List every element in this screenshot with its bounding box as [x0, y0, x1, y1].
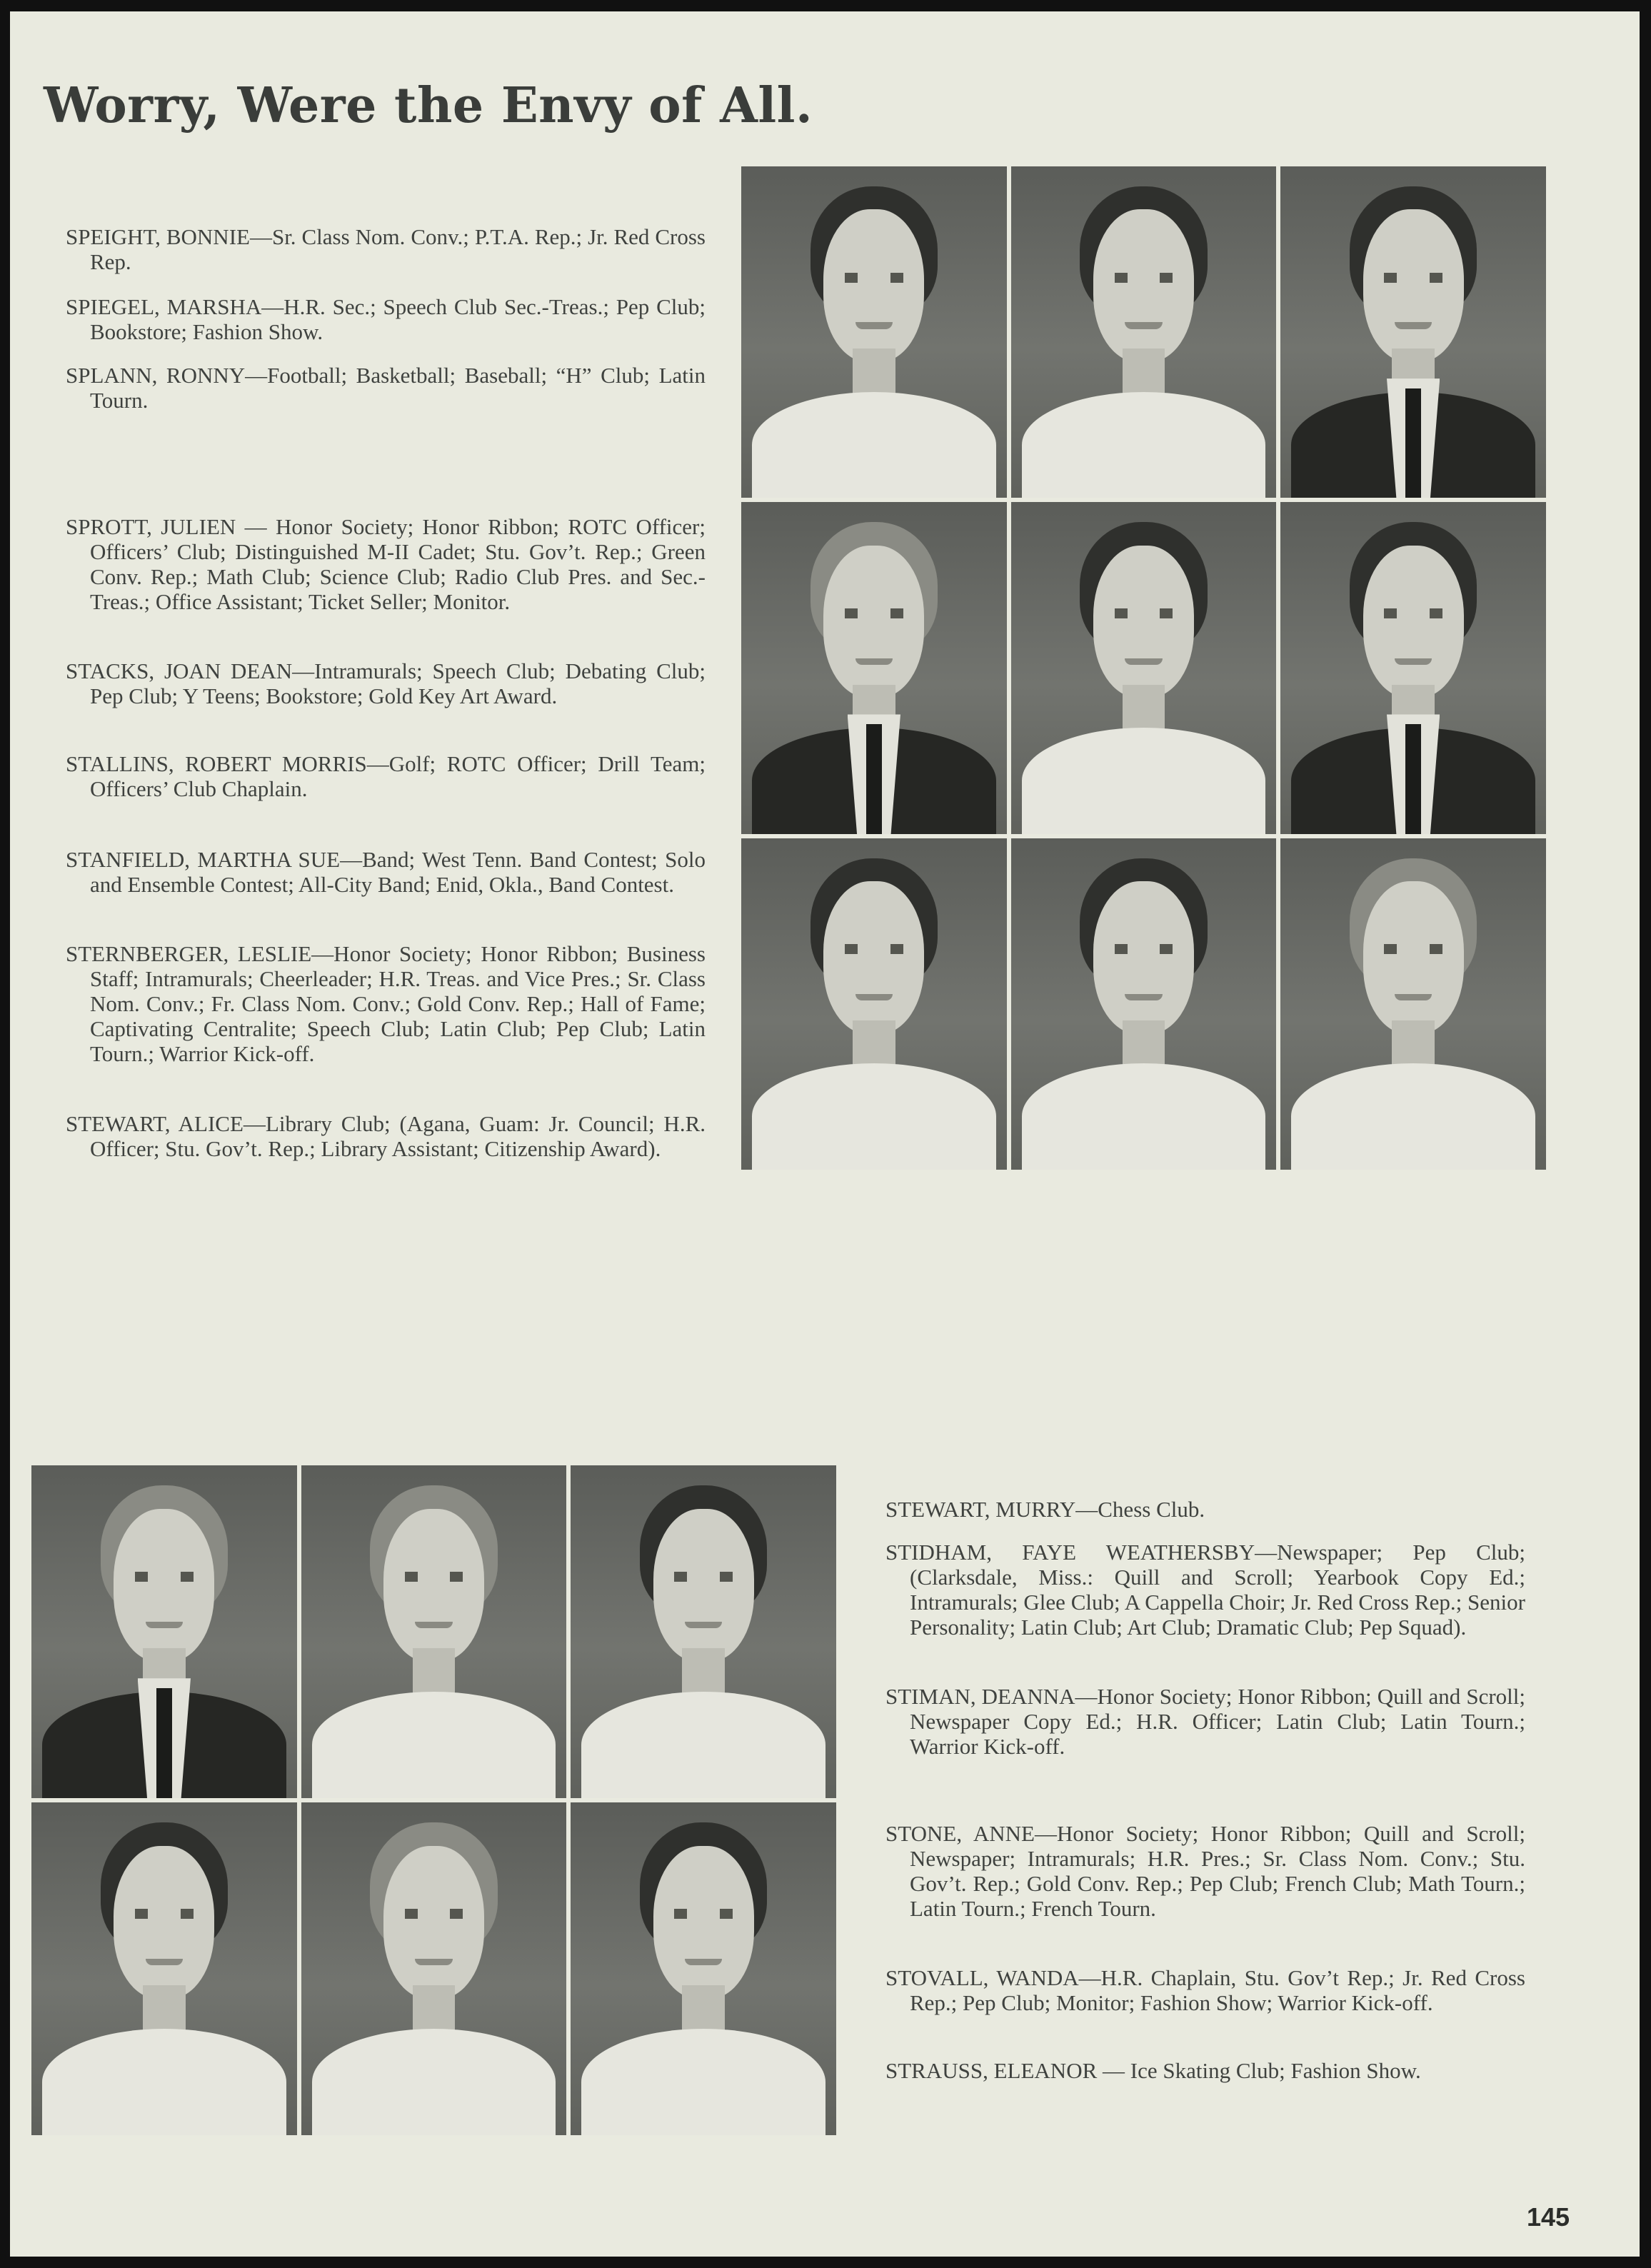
portrait-photo	[31, 1802, 297, 2135]
bio-entry: STIMAN, DEANNA—Honor Society; Honor Ribbon; Quill and Scroll; Newspaper Copy Ed.; H.R. Officer; Latin Club; Latin Tourn.; Warrior Kick-off.	[885, 1684, 1525, 1759]
portrait-photo	[1011, 502, 1277, 833]
yearbook-page	[10, 11, 1640, 2257]
portrait-photo	[741, 502, 1007, 833]
portrait-photo	[571, 1465, 836, 1798]
bio-entry: STALLINS, ROBERT MORRIS—Golf; ROTC Officer; Drill Team; Officers’ Club Chaplain.	[66, 751, 706, 801]
bio-entry: STANFIELD, MARTHA SUE—Band; West Tenn. Band Contest; Solo and Ensemble Contest; All-City Band; Enid, Okla., Band Contest.	[66, 847, 706, 897]
page-number: 145	[1527, 2202, 1570, 2232]
portrait-photo	[1280, 166, 1546, 498]
bio-entry: STRAUSS, ELEANOR — Ice Skating Club; Fashion Show.	[885, 2058, 1421, 2083]
portrait-photo	[1011, 838, 1277, 1170]
portrait-photo	[1280, 838, 1546, 1170]
bio-entry: SPIEGEL, MARSHA—H.R. Sec.; Speech Club Sec.-Treas.; Pep Club; Bookstore; Fashion Show.	[66, 294, 706, 344]
portrait-photo	[741, 838, 1007, 1170]
portrait-photo	[301, 1465, 567, 1798]
bio-entry: SPEIGHT, BONNIE—Sr. Class Nom. Conv.; P.T.A. Rep.; Jr. Red Cross Rep.	[66, 224, 706, 274]
bio-entry: STEWART, ALICE—Library Club; (Agana, Guam: Jr. Council; H.R. Officer; Stu. Gov’t. Rep.; Library Assistant; Citizenship Award).	[66, 1111, 706, 1161]
bio-entry: SPLANN, RONNY—Football; Basketball; Baseball; “H” Club; Latin Tourn.	[66, 363, 706, 413]
portrait-grid-bottom	[31, 1465, 836, 2135]
bio-entry: STEWART, MURRY—Chess Club.	[885, 1497, 1205, 1522]
bio-entry: STOVALL, WANDA—H.R. Chaplain, Stu. Gov’t Rep.; Jr. Red Cross Rep.; Pep Club; Monitor; Fashion Show; Warrior Kick-off.	[885, 1965, 1525, 2015]
bio-entry: STIDHAM, FAYE WEATHERSBY—Newspaper; Pep Club; (Clarksdale, Miss.: Quill and Scroll; Yearbook Copy Ed.; Intramurals; Glee Club; A Cappella Choir; Jr. Red Cross Rep.; Senior Personality; Latin Club; Art Club; Dramatic Club; Pep Squad).	[885, 1540, 1525, 1640]
portrait-photo	[1280, 502, 1546, 833]
portrait-photo	[1011, 166, 1277, 498]
page-headline: Worry, Were the Envy of All.	[44, 77, 813, 134]
bio-entry: STACKS, JOAN DEAN—Intramurals; Speech Club; Debating Club; Pep Club; Y Teens; Bookstore; Gold Key Art Award.	[66, 658, 706, 708]
portrait-photo	[31, 1465, 297, 1798]
portrait-photo	[571, 1802, 836, 2135]
portrait-photo	[301, 1802, 567, 2135]
bio-entry: SPROTT, JULIEN — Honor Society; Honor Ribbon; ROTC Officer; Officers’ Club; Distinguished M-II Cadet; Stu. Gov’t. Rep.; Green Conv. Rep.; Math Club; Science Club; Radio Club Pres. and Sec.-Treas.; Office Assistant; Ticket Seller; Monitor.	[66, 514, 706, 614]
bio-entry: STONE, ANNE—Honor Society; Honor Ribbon; Quill and Scroll; Newspaper; Intramurals; H.R. Pres.; Sr. Class Nom. Conv.; Stu. Gov’t. Rep.; Gold Conv. Rep.; Pep Club; French Club; Math Tourn.; Latin Tourn.; French Tourn.	[885, 1821, 1525, 1921]
portrait-photo	[741, 166, 1007, 498]
bio-entry: STERNBERGER, LESLIE—Honor Society; Honor Ribbon; Business Staff; Intramurals; Cheerleader; H.R. Treas. and Vice Pres.; Sr. Class Nom. Conv.; Fr. Class Nom. Conv.; Gold Conv. Rep.; Hall of Fame; Captivating Centralite; Speech Club; Latin Club; Pep Club; Latin Tourn.; Warrior Kick-off.	[66, 941, 706, 1066]
portrait-grid-top	[741, 166, 1546, 1170]
